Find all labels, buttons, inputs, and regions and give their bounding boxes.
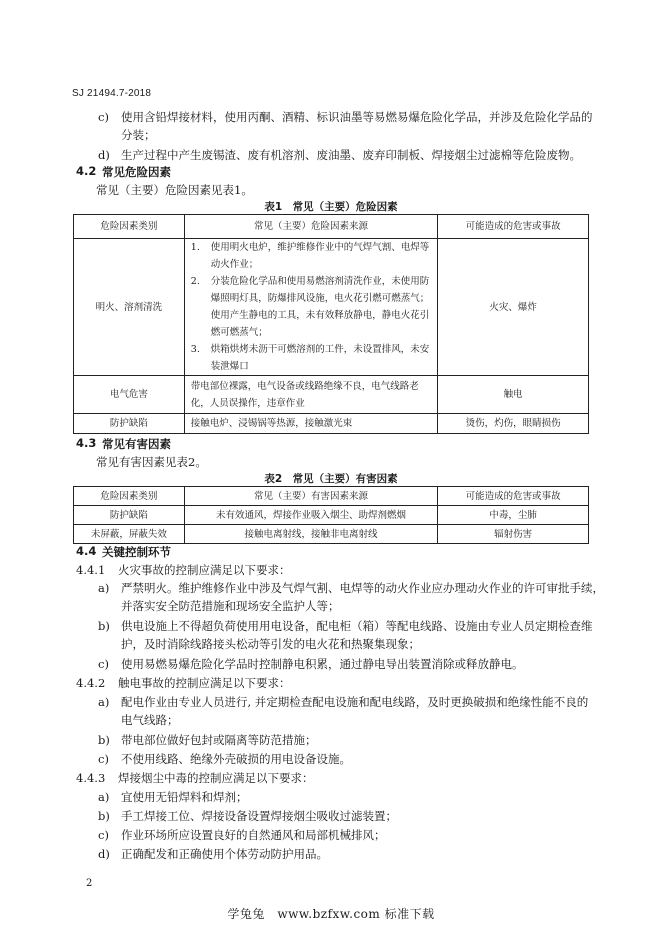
list-text: 分装危险化学品和使用易燃溶剂清洗作业，未使用防爆照明灯具，防爆排风设施，电火花引燃可燃蒸气；使用产生静电的工具，未有效释放静电，静电火花引燃可燃蒸气； [210, 276, 430, 338]
table-cell: 火灾、爆炸 [438, 239, 589, 376]
hazard-table [73, 214, 589, 434]
clause-title: 火灾事故的控制应满足以下要求： [118, 563, 291, 577]
list-item-text: 供电设施上不得超负荷使用用电设备，配电柜（箱）等配电线路、设施由专业人员定期检查维 [121, 619, 593, 633]
table-cell: 烫伤，灼伤，眼睛损伤 [438, 414, 589, 434]
clause-title: 焊接烟尘中毒的控制应满足以下要求： [118, 771, 314, 785]
table-row [74, 376, 589, 414]
table-cell: 电气危害 [74, 376, 185, 414]
table-cell: 辐射伤害 [438, 525, 589, 544]
section-heading: 常见有害因素 [102, 437, 171, 451]
document-code: SJ 21494.7-2018 [72, 88, 152, 99]
list-item-text: 生产过程中产生废锡渣、废有机溶剂、废油墨、废弃印制板、焊接烟尘过滤棉等危险废物。 [121, 148, 581, 162]
list-item-text: 使用易燃易爆危险化学品时控制静电积累，通过静电导出装置消除或释放静电。 [121, 657, 524, 671]
table-cell: 未屏蔽，屏蔽失效 [74, 525, 185, 544]
list-item-text: 分装； [121, 128, 156, 142]
section-number: 4.4 [76, 544, 97, 558]
table-row [74, 414, 589, 434]
list-item-text: 正确配发和正确使用个体劳动防护用品。 [121, 847, 328, 861]
numbered-list-item [191, 341, 431, 375]
list-label: a) [98, 581, 110, 595]
table-caption: 表1 常见（主要）危险因素 [264, 201, 398, 213]
harm-table [73, 486, 589, 544]
table-cell: 未有效通风，焊接作业吸入烟尘、助焊剂燃烟 [184, 506, 437, 525]
page-number: 2 [86, 878, 93, 889]
table-row [74, 506, 589, 525]
table-row [74, 239, 589, 376]
list-item-text: 并落实安全防范措施和现场安全监护人等； [121, 599, 340, 613]
table-row [74, 525, 589, 544]
footer-watermark: 学兔兔 www.bzfxw.com 标准下载 [227, 907, 435, 921]
section-number: 4.2 [76, 164, 97, 178]
section-number: 4.3 [76, 436, 97, 450]
table-cell: 触电 [438, 376, 589, 414]
table-cell: 防护缺陷 [74, 506, 185, 525]
list-text: 使用明火电炉，维护维修作业中的气焊气割、电焊等动火作业； [210, 242, 430, 270]
table-header-cell: 可能造成的危害或事故 [438, 487, 589, 506]
list-item-text: 电气线路； [121, 713, 179, 727]
table-header-cell: 常见（主要）危险因素来源 [184, 215, 437, 239]
table-header-cell: 可能造成的危害或事故 [438, 215, 589, 239]
list-item-text: 配电作业由专业人员进行, 并定期检查配电设施和配电线路，及时更换破损和绝缘性能不良的 [121, 695, 589, 709]
list-label: b) [98, 809, 110, 823]
list-number: 1. [190, 242, 200, 253]
list-item-text: 带电部位做好包封或隔离等防范措施； [121, 733, 317, 747]
numbered-list-item [191, 273, 431, 341]
list-item-text: 不使用线路、绝缘外壳破损的用电设备设施。 [121, 752, 351, 766]
list-number: 3. [190, 344, 200, 355]
clause-number: 4.4.3 [76, 771, 106, 785]
clause-number: 4.4.2 [76, 676, 106, 690]
table-cell: 明火、溶剂清洗 [74, 239, 185, 376]
clause-number: 4.4.1 [76, 563, 106, 577]
list-label: a) [98, 695, 110, 709]
table-caption: 表2 常见（主要）有害因素 [264, 473, 398, 485]
list-label: d) [98, 847, 110, 861]
table-cell: 中毒，尘肺 [438, 506, 589, 525]
section-intro: 常见有害因素见表2。 [96, 455, 207, 469]
table-header-row [74, 487, 589, 506]
table-cell: 防护缺陷 [74, 414, 185, 434]
table-cell-list [184, 239, 437, 376]
list-label: a) [98, 790, 110, 804]
list-label: c) [98, 752, 109, 766]
table-cell: 接触电炉、浸锡锅等热源，接触激光束 [184, 414, 437, 434]
cell-line: 带电部位裸露，电气设备或线路绝缘不良，电气线路老 [190, 380, 419, 392]
list-label: c) [98, 828, 109, 842]
table-header-cell: 危险因素类别 [74, 487, 185, 506]
table-header-cell: 常见（主要）有害因素来源 [184, 487, 437, 506]
list-item-text: 护，及时消除线路接头松动等引发的电火花和热聚集现象； [121, 637, 420, 651]
table-header-cell: 危险因素类别 [74, 215, 185, 239]
table-cell [184, 376, 437, 414]
section-intro: 常见（主要）危险因素见表1。 [96, 183, 253, 197]
clause-title: 触电事故的控制应满足以下要求： [118, 676, 291, 690]
list-item-text: 手工焊接工位、焊接设备设置焊接烟尘吸收过滤装置； [121, 809, 397, 823]
list-item-text: 作业环场所应设置良好的自然通风和局部机械排风； [121, 828, 386, 842]
numbered-list-item [191, 239, 431, 273]
list-item-text: 严禁明火。维护维修作业中涉及气焊气割、电焊等的动火作业应办理动火作业的许可审批手续， [121, 581, 604, 595]
cell-line: 化，人员误操作，违章作业 [190, 397, 305, 409]
list-item-text: 宜使用无铅焊料和焊剂； [121, 790, 248, 804]
list-text: 烘箱烘烤未沥干可燃溶剂的工件，未设置排风，未安装泄爆口 [210, 344, 430, 372]
list-label: c) [98, 110, 109, 124]
section-heading: 关键控制环节 [102, 545, 171, 559]
table-cell: 接触电离射线，接触非电离射线 [184, 525, 437, 544]
section-heading: 常见危险因素 [102, 165, 171, 179]
list-item-text: 使用含铅焊接材料，使用丙酮、酒精、标识油墨等易燃易爆危险化学品，并涉及危险化学品的 [121, 110, 593, 124]
list-label: d) [98, 148, 110, 162]
table-header-row [74, 215, 589, 239]
list-label: c) [98, 657, 109, 671]
list-label: b) [98, 619, 110, 633]
list-number: 2. [190, 276, 200, 287]
list-label: b) [98, 733, 110, 747]
